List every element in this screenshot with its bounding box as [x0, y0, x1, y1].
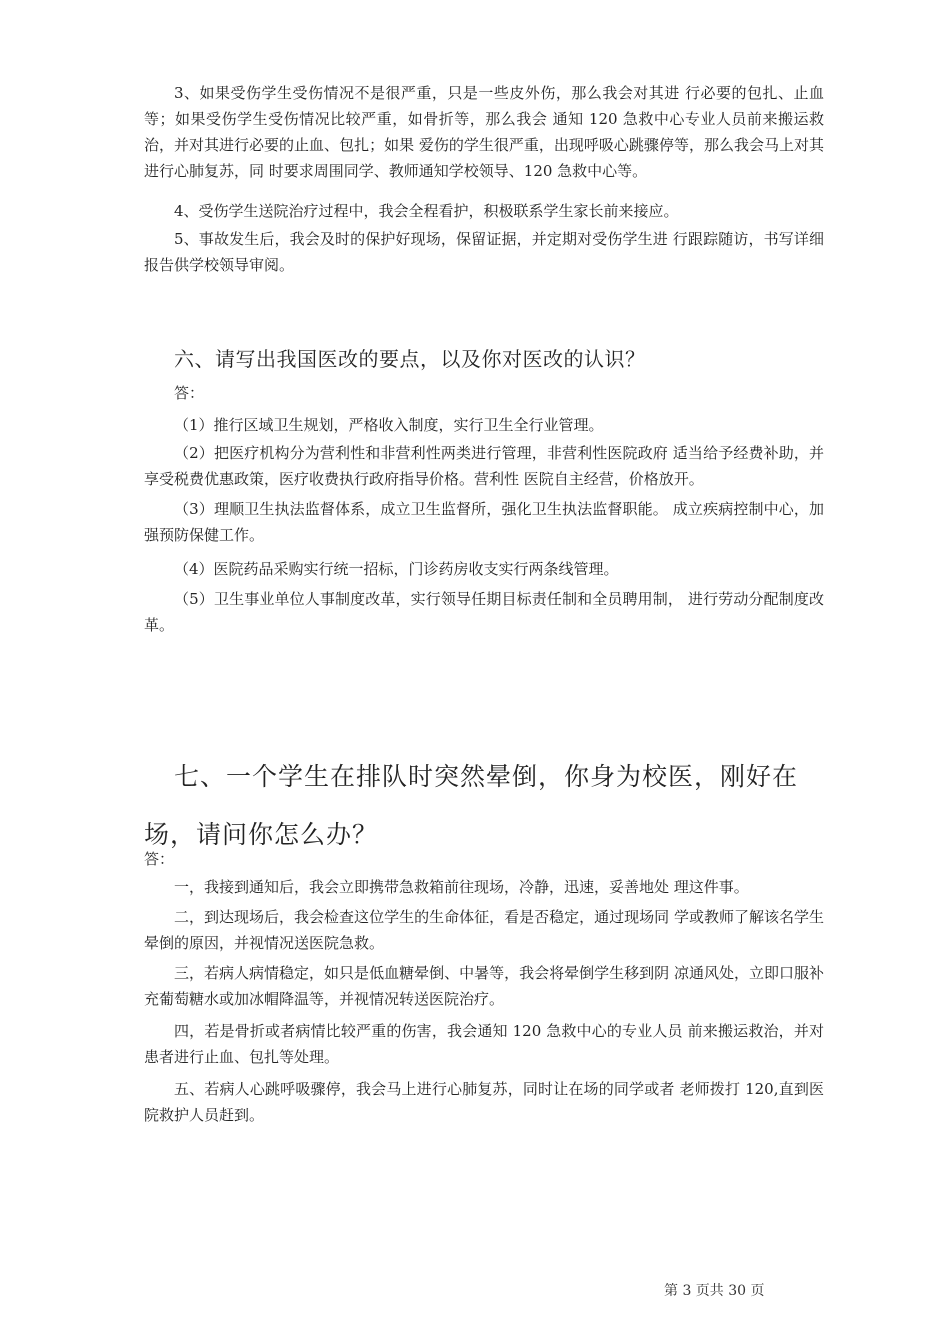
- section-7-item-2: 二，到达现场后，我会检查这位学生的生命体征，看是否稳定，通过现场同 学或教师了解该名学生晕倒的原因，并视情况送医院急救。: [144, 908, 824, 952]
- section-7-title: 七、一个学生在排队时突然晕倒，你身为校医，刚好在场，请问你怎么办？: [144, 762, 799, 849]
- section-7-item-4: 四，若是骨折或者病情比较严重的伤害，我会通知 120 急救中心的专业人员 前来搬运救治，并对患者进行止血、包扎等处理。: [144, 1022, 824, 1066]
- section-7-item-1: 一，我接到通知后，我会立即携带急救箱前往现场，冷静，迅速，妥善地处 理这件事。: [174, 878, 749, 896]
- paragraph-5-4: 4、受伤学生送院治疗过程中，我会全程看护，积极联系学生家长前来接应。: [174, 202, 679, 220]
- paragraph-5-3: 3、如果受伤学生受伤情况不是很严重，只是一些皮外伤，那么我会对其进 行必要的包扎、止血等；如果受伤学生受伤情况比较严重，如骨折等，那么我会 通知 120 急救中心专业人员前来搬运救治，并对其进行必要的止血、包扎；如果 爱伤的学生很严重，出现呼吸心跳骤停等，那么我会马上对其进行心肺复苏，同 时要求周围同学、教师通知学校领导、120 急救中心等。: [144, 84, 824, 180]
- section-6-item-4: （4）医院药品采购实行统一招标，门诊药房收支实行两条线管理。: [174, 560, 619, 578]
- section-7-item-5: 五、若病人心跳呼吸骤停，我会马上进行心肺复苏，同时让在场的同学或者 老师拨打 120,直到医院救护人员赶到。: [144, 1080, 824, 1124]
- section-6-item-1: （1）推行区域卫生规划，严格收入制度，实行卫生全行业管理。: [174, 416, 604, 434]
- page-number-footer: 第 3 页共 30 页: [664, 1283, 765, 1299]
- section-6-answer-label: 答：: [174, 384, 205, 402]
- section-6-item-2: （2）把医疗机构分为营利性和非营利性两类进行管理，非营利性医院政府 适当给予经费补助，并享受税费优惠政策，医疗收费执行政府指导价格。营利性 医院自主经营，价格放开。: [144, 444, 824, 488]
- section-6-title: 六、请写出我国医改的要点，以及你对医改的认识？: [174, 347, 646, 371]
- section-7-item-3: 三，若病人病情稳定，如只是低血糖晕倒、中暑等，我会将晕倒学生移到阴 凉通风处，立即口服补充葡萄糖水或加冰帽降温等，并视情况转送医院治疗。: [144, 964, 824, 1008]
- section-7-answer-label: 答：: [144, 850, 175, 868]
- section-6-item-3: （3）理顺卫生执法监督体系，成立卫生监督所，强化卫生执法监督职能。 成立疾病控制中心，加强预防保健工作。: [144, 500, 824, 544]
- paragraph-5-5: 5、事故发生后，我会及时的保护好现场，保留证据，并定期对受伤学生进 行跟踪随访，书写详细报告供学校领导审阅。: [144, 230, 824, 274]
- section-6-item-5: （5）卫生事业单位人事制度改革，实行领导任期目标责任制和全员聘用制， 进行劳动分配制度改革。: [144, 590, 824, 634]
